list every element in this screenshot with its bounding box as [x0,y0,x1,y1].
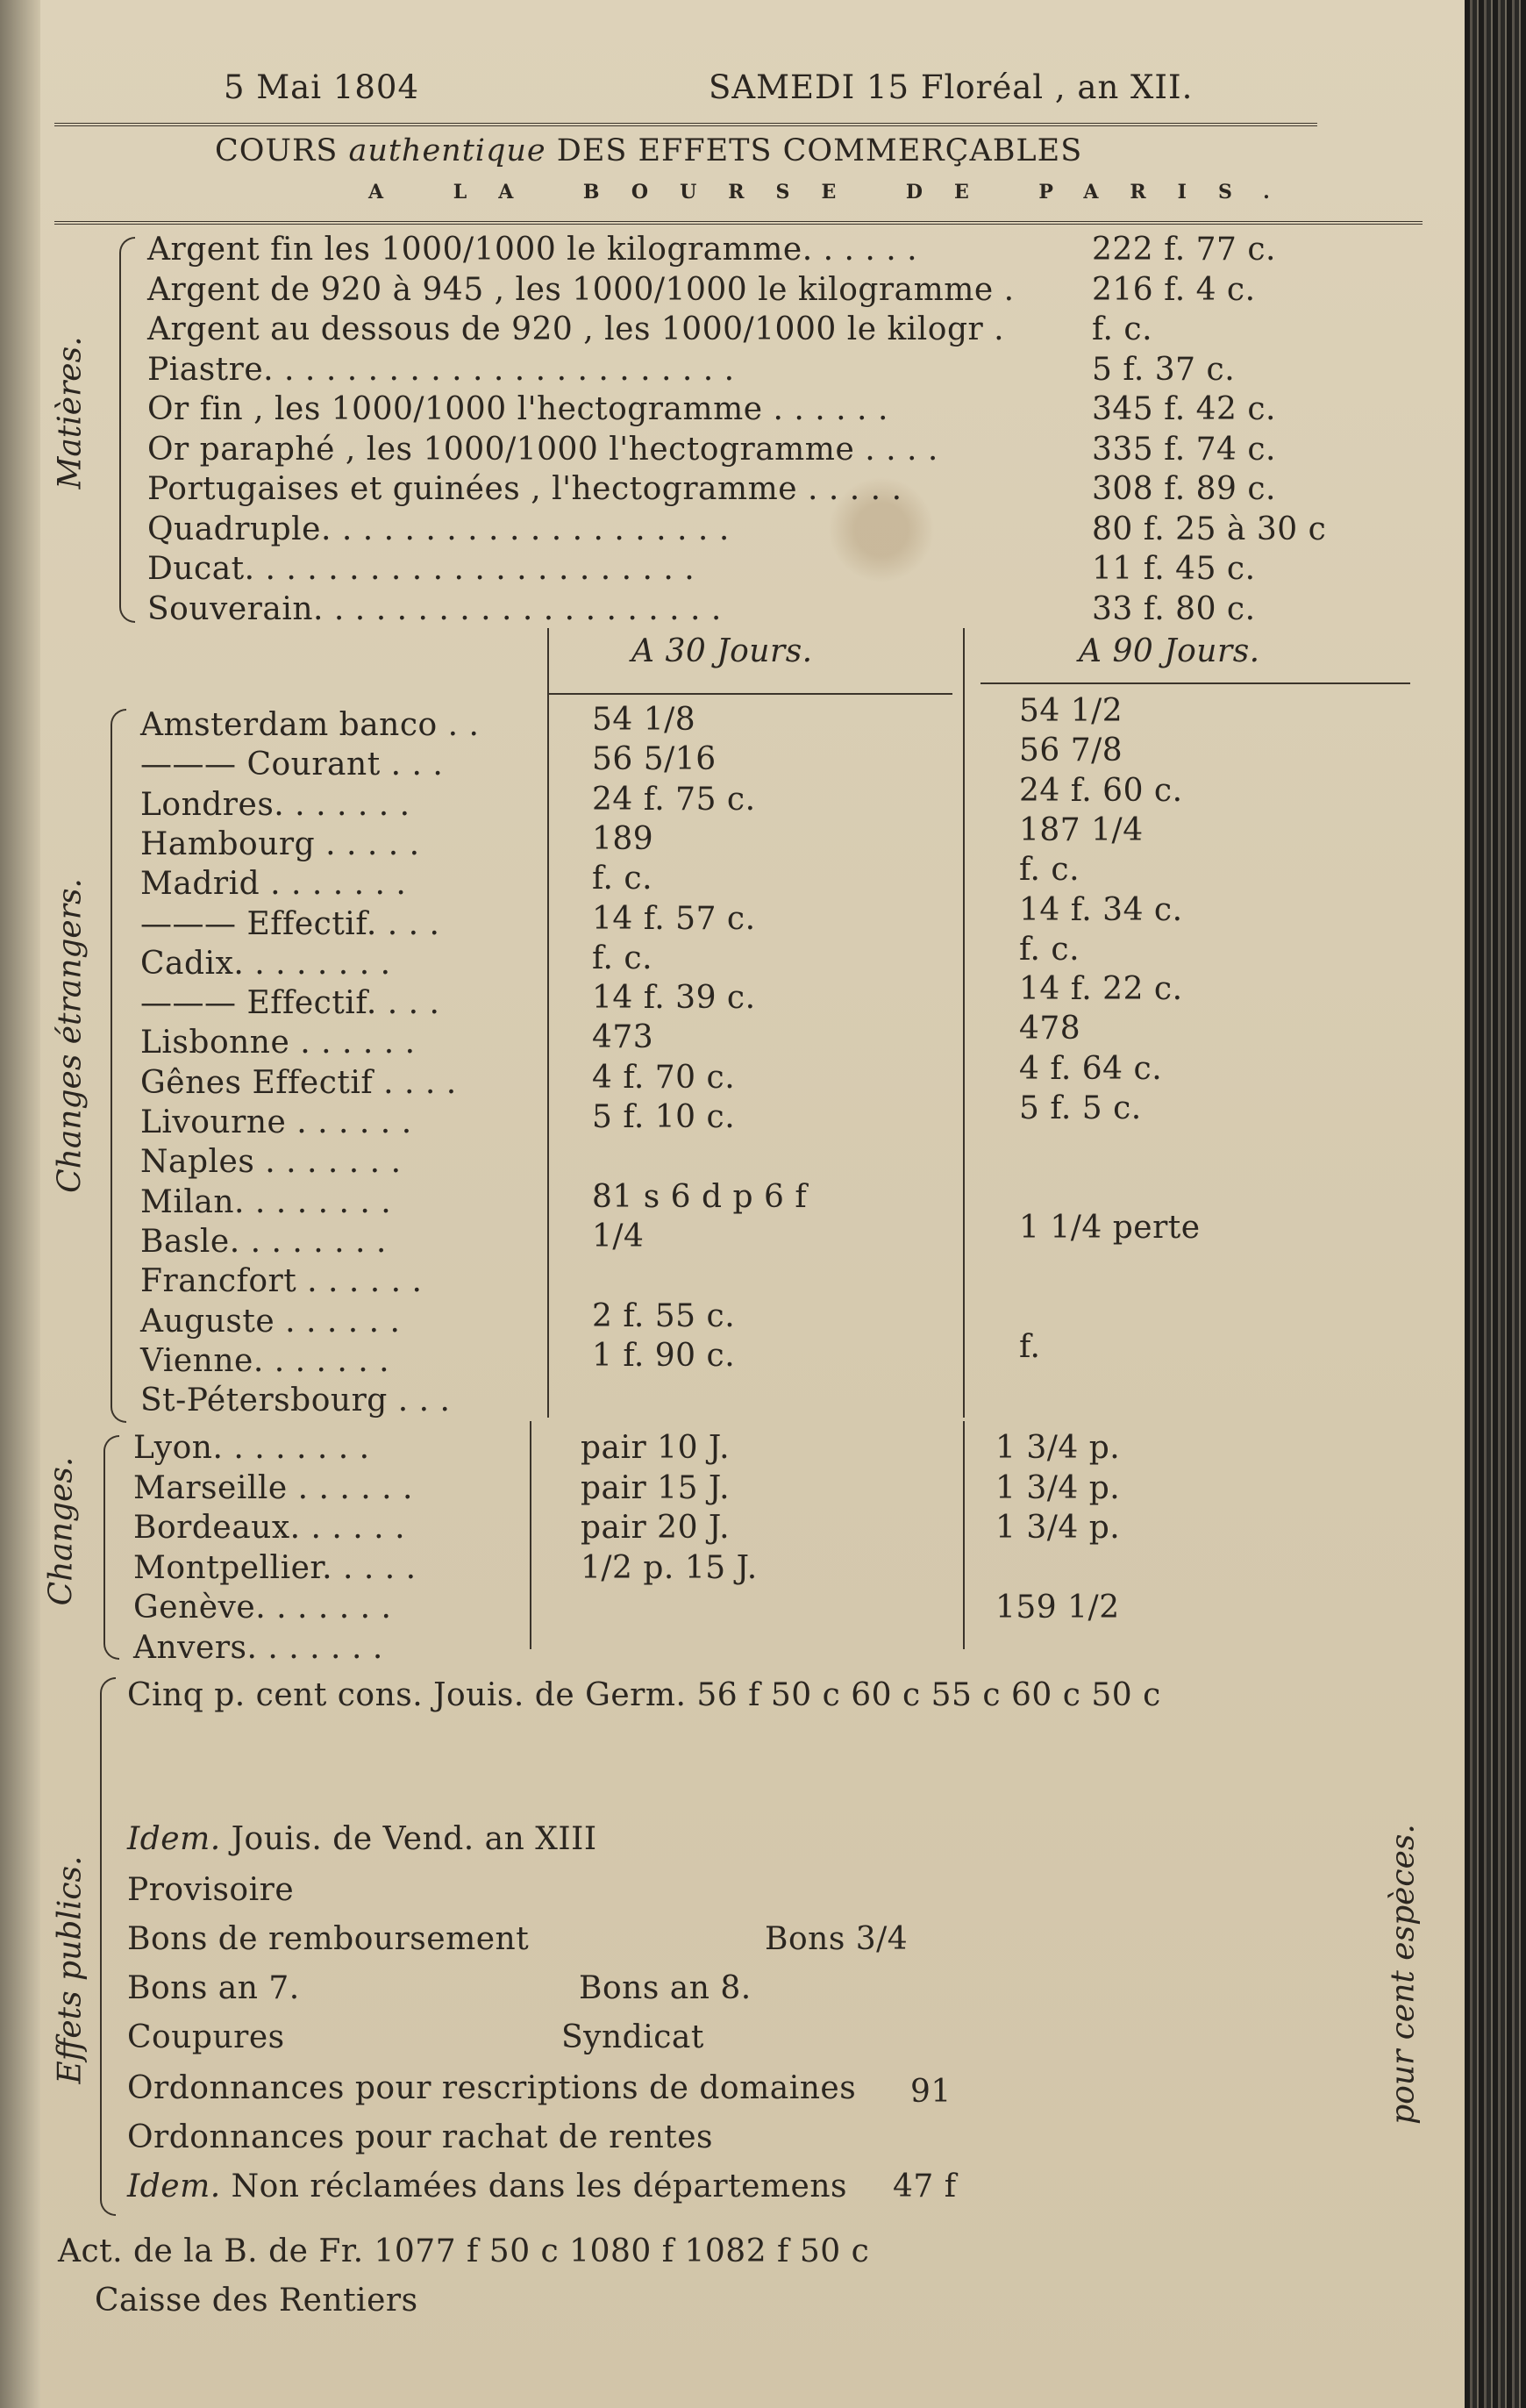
change-etranger-name: Naples . . . . . . . [140,1144,402,1181]
matiere-value: 345 f. 42 c. [1092,391,1276,427]
changes-divider-right [963,1421,965,1649]
matiere-name: Portugaises et guinées , l'hectogramme . . . . . [147,471,902,507]
change-etranger-90j: f. c. [1019,852,1080,889]
change-etranger-name: Amsterdam banco . . [140,707,480,743]
changes-divider-left [530,1421,531,1649]
matiere-name: Ducat. . . . . . . . . . . . . . . . . . . . . . [147,551,695,587]
matieres-brace [119,237,135,623]
non-reclamees-text: Non réclamées dans les départemens [231,2169,848,2204]
matiere-name: Argent au dessous de 920 , les 1000/1000 le kilogr . [147,311,1005,347]
col-divider-right [963,628,965,1418]
change-etranger-30j: 14 f. 57 c. [592,900,756,937]
change-etranger-name: Madrid . . . . . . . [140,866,407,903]
change-etranger-30j: 4 f. 70 c. [592,1059,736,1096]
col90-rule [980,682,1410,684]
change-etranger-name: Gênes Effectif . . . . [140,1064,457,1101]
change-etranger-90j: 14 f. 34 c. [1019,891,1183,928]
cinq-pour-cent: Cinq p. cent cons. Jouis. de Germ. 56 f 50 c 60 c 55 c 60 c 50 c [127,1677,1161,1713]
change-90j: 159 1/2 [995,1590,1120,1626]
header-day: SAMEDI 15 Floréal , an XII. [709,68,1194,106]
header-rule-top [54,123,1317,126]
provisoire: Provisoire [127,1872,295,1908]
matiere-value: 33 f. 80 c. [1092,590,1256,627]
change-etranger-name: ——— Effectif. . . . [140,905,440,942]
matiere-name: Argent de 920 à 945 , les 1000/1000 le kilogramme . [147,271,1015,308]
matiere-value: 335 f. 74 c. [1092,431,1276,468]
col-divider-left [547,628,549,1418]
change-etranger-30j: 14 f. 39 c. [592,980,756,1017]
ordonnances-rachat: Ordonnances pour rachat de rentes [127,2119,714,2155]
change-etranger-90j: 478 [1019,1011,1081,1047]
change-etranger-30j: 2 f. 55 c. [592,1297,736,1334]
change-etranger-90j: 1 1/4 perte [1019,1209,1201,1246]
changes-etrangers-brace [111,709,126,1423]
matiere-name: Quadruple. . . . . . . . . . . . . . . . . . . . [147,511,730,547]
change-name: Anvers. . . . . . . [133,1629,383,1666]
change-etranger-name: Basle. . . . . . . . [140,1223,387,1260]
change-etranger-name: ——— Effectif. . . . [140,985,440,1022]
change-90j: 1 3/4 p. [995,1469,1121,1506]
change-etranger-30j: f. c. [592,940,653,976]
change-name: Lyon. . . . . . . . [133,1430,370,1466]
bons-an-8: Bons an 8. [579,1970,752,2006]
change-etranger-30j: 54 1/8 [592,702,696,738]
caisse-rentiers: Caisse des Rentiers [95,2283,418,2319]
non-reclamees-line [127,2169,847,2204]
change-etranger-30j: 81 s 6 d p 6 f [592,1178,808,1215]
matiere-value: 80 f. 25 à 30 c [1092,511,1327,547]
matiere-name: Piastre. . . . . . . . . . . . . . . . . . . . . . . [147,351,735,388]
matiere-name: Argent fin les 1000/1000 le kilogramme. . . . . . [147,232,918,268]
idem-vend-line [127,1821,597,1857]
matiere-value: 222 f. 77 c. [1092,232,1276,268]
col30-header: A 30 Jours. [631,633,813,669]
book-page-edges [1465,0,1526,2408]
header-subtitle: A LA BOURSE DE PARIS. [368,181,1301,204]
change-etranger-name: Livourne . . . . . . [140,1104,412,1140]
change-etranger-name: Cadix. . . . . . . . [140,945,391,982]
change-etranger-90j: f. [1019,1328,1041,1365]
change-etranger-30j: f. c. [592,861,653,897]
change-90j: 1 3/4 p. [995,1430,1121,1466]
change-name: Genève. . . . . . . [133,1590,392,1626]
actions-banque: Act. de la B. de Fr. 1077 f 50 c 1080 f 1082 f 50 c [58,2233,870,2269]
change-etranger-90j: 4 f. 64 c. [1019,1050,1163,1087]
change-etranger-90j: 5 f. 5 c. [1019,1090,1142,1126]
change-etranger-name: Francfort . . . . . . [140,1263,423,1300]
bons-remboursement: Bons de remboursement [127,1921,530,1957]
idem-vend-text: Jouis. de Vend. an XIII [231,1821,597,1857]
changes-label: Changes. [43,1456,80,1606]
change-etranger-30j: 473 [592,1019,654,1056]
change-etranger-name: Londres. . . . . . . [140,786,410,823]
matiere-value: 308 f. 89 c. [1092,471,1276,507]
change-name: Montpellier. . . . . [133,1549,417,1586]
change-etranger-90j: 24 f. 60 c. [1019,772,1183,809]
matiere-value: 11 f. 45 c. [1092,551,1256,587]
change-90j: 1 3/4 p. [995,1510,1121,1546]
changes-etrangers-label: Changes étrangers. [52,878,89,1193]
change-etranger-90j: 56 7/8 [1019,732,1123,769]
header-title [215,133,1082,168]
ordonnances-rescriptions: Ordonnances pour rescriptions de domaines [127,2070,857,2106]
effets-publics-brace [100,1677,116,2216]
title-effets: DES EFFETS COMMERÇABLES [556,133,1083,168]
header-date: 5 Mai 1804 [224,68,420,106]
change-etranger-name: Auguste . . . . . . [140,1303,401,1340]
syndicat: Syndicat [561,2019,704,2055]
matiere-name: Or fin , les 1000/1000 l'hectogramme . . . . . . [147,391,888,427]
matiere-name: Souverain. . . . . . . . . . . . . . . . . . . . [147,590,722,627]
matieres-label: Matières. [52,336,89,489]
changes-brace [103,1435,119,1660]
change-etranger-90j: f. c. [1019,931,1080,968]
change-etranger-30j: 24 f. 75 c. [592,781,756,818]
change-name: Bordeaux. . . . . . [133,1510,406,1546]
change-name: Marseille . . . . . . [133,1469,413,1506]
title-authentique: authentique [348,133,546,168]
change-etranger-name: Hambourg . . . . . [140,825,420,862]
effets-publics-label: Effets publics. [52,1855,89,2084]
change-etranger-30j: 1/4 [592,1218,645,1254]
title-cours: COURS [215,133,339,168]
change-etranger-30j: 1 f. 90 c. [592,1337,736,1374]
change-etranger-90j: 187 1/4 [1019,811,1144,848]
change-etranger-90j: 54 1/2 [1019,693,1123,729]
change-etranger-name: St-Pétersbourg . . . [140,1383,451,1419]
change-etranger-30j: 56 5/16 [592,741,717,778]
col30-rule [549,693,952,695]
bons-an-7: Bons an 7. [127,1970,300,2006]
col90-header: A 90 Jours. [1079,633,1260,669]
matiere-value: f. c. [1092,311,1153,347]
header-rule-bottom [54,221,1423,225]
non-reclamees-label: Idem. [127,2169,221,2204]
change-30j: pair 15 J. [581,1469,731,1506]
change-30j: pair 10 J. [581,1430,731,1466]
idem-vend-label: Idem. [127,1821,221,1857]
bons-trois-quarts: Bons 3/4 [765,1921,909,1957]
non-reclamees-value: 47 f [893,2169,957,2204]
ordonnances-rescriptions-value: 91 [910,2074,952,2110]
change-etranger-30j: 5 f. 10 c. [592,1099,736,1135]
change-etranger-name: Milan. . . . . . . . [140,1183,392,1220]
change-etranger-30j: 189 [592,820,654,857]
matiere-name: Or paraphé , les 1000/1000 l'hectogramme . . . . [147,431,938,468]
change-etranger-name: Lisbonne . . . . . . [140,1025,416,1061]
pour-cent-especes-label: pour cent espèces. [1385,1824,1422,2125]
change-30j: pair 20 J. [581,1510,731,1546]
matiere-value: 5 f. 37 c. [1092,351,1236,388]
coupures: Coupures [127,2019,285,2055]
matiere-value: 216 f. 4 c. [1092,271,1256,308]
change-etranger-name: ——— Courant . . . [140,747,444,783]
change-30j: 1/2 p. 15 J. [581,1549,758,1586]
change-etranger-name: Vienne. . . . . . . [140,1342,390,1379]
change-etranger-90j: 14 f. 22 c. [1019,971,1183,1008]
